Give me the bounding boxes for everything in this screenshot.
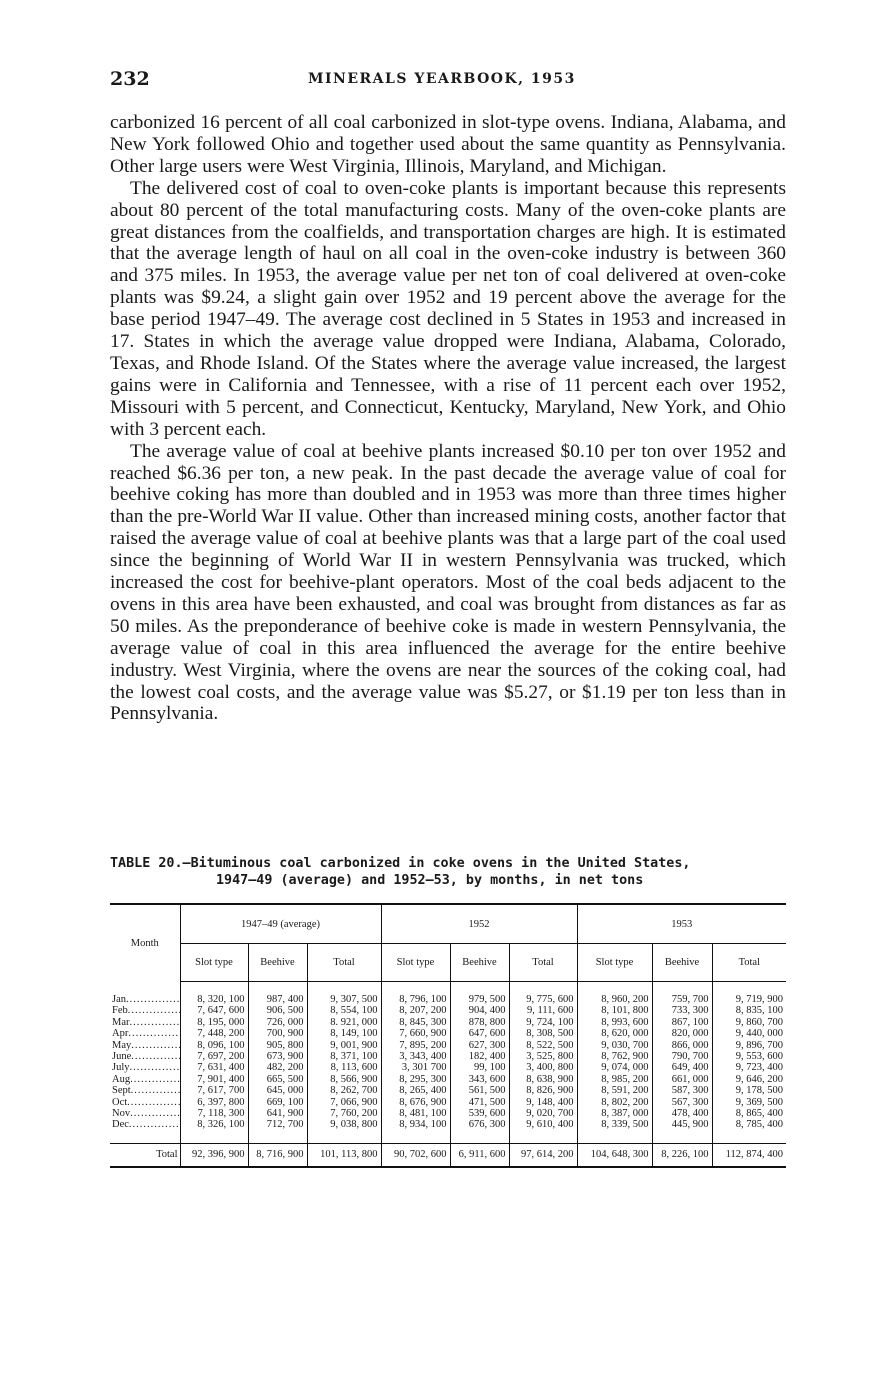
column-header: Slot type — [180, 944, 248, 982]
column-header: Beehive — [652, 944, 712, 982]
month-cell: Oct ..... — [110, 1097, 180, 1108]
value-cell: 641, 900 — [248, 1108, 307, 1119]
column-header: Beehive — [450, 944, 509, 982]
value-cell: 7, 617, 700 — [180, 1085, 248, 1096]
total-cell: 104, 648, 300 — [577, 1143, 652, 1167]
value-cell: 343, 600 — [450, 1074, 509, 1085]
total-cell: 6, 911, 600 — [450, 1143, 509, 1167]
table-row — [110, 1074, 786, 1085]
table-row — [110, 1062, 786, 1073]
paragraph: The delivered cost of coal to oven-coke plants is important because this represents about 80 percent of the total manufacturing costs. Many of the oven-coke plants are great distances from the coalfields, and transportation charges are high. It is estimated that the average length of haul on all coal in the oven-coke industry is between 360 and 375 miles. In 1953, the average value per net ton of coal delivered at oven-coke plants was $9.24, a slight gain over 1952 and 19 percent above the average for the base period 1947–49. The average cost declined in 5 States in 1953 and increased in 17. States in which the average value dropped were Indiana, Alabama, Colorado, Texas, and Rhode Island. Of the States where the average value increased, the largest gains were in California and Tennessee, with a rise of 11 percent each over 1952, Missouri with 5 percent, and Connecticut, Kentucky, Maryland, New York, and Ohio with 3 percent each. — [110, 177, 786, 440]
value-cell: 7, 647, 600 — [180, 1005, 248, 1016]
body-text — [110, 112, 786, 725]
total-cell: 90, 702, 600 — [381, 1143, 450, 1167]
month-cell: June ..... — [110, 1051, 180, 1062]
value-cell: 478, 400 — [652, 1108, 712, 1119]
table-row — [110, 1005, 786, 1016]
value-cell: 8, 387, 000 — [577, 1108, 652, 1119]
month-cell: Nov ..... — [110, 1108, 180, 1119]
value-cell: 9, 074, 000 — [577, 1062, 652, 1073]
value-cell: 8, 826, 900 — [509, 1085, 577, 1096]
value-cell: 9, 723, 400 — [712, 1062, 786, 1073]
value-cell: 8, 207, 200 — [381, 1005, 450, 1016]
value-cell: 7, 660, 900 — [381, 1028, 450, 1039]
value-cell: 8, 096, 100 — [180, 1040, 248, 1051]
table-row — [110, 1085, 786, 1096]
month-cell: July ..... — [110, 1062, 180, 1073]
value-cell: 669, 100 — [248, 1097, 307, 1108]
value-cell: 9, 610, 400 — [509, 1119, 577, 1130]
table-row — [110, 1040, 786, 1051]
value-cell: 9, 178, 500 — [712, 1085, 786, 1096]
total-cell: 92, 396, 900 — [180, 1143, 248, 1167]
value-cell: 673, 900 — [248, 1051, 307, 1062]
value-cell: 3, 301 700 — [381, 1062, 450, 1073]
value-cell: 539, 600 — [450, 1108, 509, 1119]
column-header: Total — [712, 944, 786, 982]
value-cell: 8, 845, 300 — [381, 1017, 450, 1028]
value-cell: 9, 724, 100 — [509, 1017, 577, 1028]
value-cell: 645, 000 — [248, 1085, 307, 1096]
value-cell: 665, 500 — [248, 1074, 307, 1085]
column-header: Beehive — [248, 944, 307, 982]
table-row — [110, 1097, 786, 1108]
value-cell: 7, 448, 200 — [180, 1028, 248, 1039]
value-cell: 878, 800 — [450, 1017, 509, 1028]
value-cell: 8, 308, 500 — [509, 1028, 577, 1039]
value-cell: 7, 901, 400 — [180, 1074, 248, 1085]
total-label: Total — [110, 1143, 180, 1167]
value-cell: 3, 525, 800 — [509, 1051, 577, 1062]
group-header-1953: 1953 — [577, 904, 786, 944]
value-cell: 182, 400 — [450, 1051, 509, 1062]
coal-carbonized-table — [110, 903, 786, 1168]
value-cell: 8, 934, 100 — [381, 1119, 450, 1130]
value-cell: 8, 865, 400 — [712, 1108, 786, 1119]
value-cell: 9, 896, 700 — [712, 1040, 786, 1051]
value-cell: 7, 697, 200 — [180, 1051, 248, 1062]
month-cell: Apr ..... — [110, 1028, 180, 1039]
value-cell: 7, 895, 200 — [381, 1040, 450, 1051]
running-head: MINERALS YEARBOOK, 1953 — [308, 71, 576, 87]
value-cell: 8, 620, 000 — [577, 1028, 652, 1039]
month-cell: Aug ..... — [110, 1074, 180, 1085]
value-cell: 9, 719, 900 — [712, 994, 786, 1005]
value-cell: 8, 326, 100 — [180, 1119, 248, 1130]
value-cell: 8, 554, 100 — [307, 1005, 381, 1016]
value-cell: 9, 030, 700 — [577, 1040, 652, 1051]
value-cell: 8, 591, 200 — [577, 1085, 652, 1096]
column-header: Total — [509, 944, 577, 982]
value-cell: 9, 148, 400 — [509, 1097, 577, 1108]
table-row — [110, 1051, 786, 1062]
value-cell: 9, 369, 500 — [712, 1097, 786, 1108]
total-cell: 8, 226, 100 — [652, 1143, 712, 1167]
value-cell: 8, 960, 200 — [577, 994, 652, 1005]
value-cell: 9, 553, 600 — [712, 1051, 786, 1062]
value-cell: 8, 195, 000 — [180, 1017, 248, 1028]
value-cell: 9, 001, 900 — [307, 1040, 381, 1051]
value-cell: 8, 339, 500 — [577, 1119, 652, 1130]
month-cell: Sept ..... — [110, 1085, 180, 1096]
page-header — [110, 68, 786, 92]
value-cell: 905, 800 — [248, 1040, 307, 1051]
total-cell: 97, 614, 200 — [509, 1143, 577, 1167]
table-row — [110, 1017, 786, 1028]
value-cell: 8, 295, 300 — [381, 1074, 450, 1085]
value-cell: 733, 300 — [652, 1005, 712, 1016]
value-cell: 8, 522, 500 — [509, 1040, 577, 1051]
value-cell: 8, 113, 600 — [307, 1062, 381, 1073]
value-cell: 8, 985, 200 — [577, 1074, 652, 1085]
value-cell: 726, 000 — [248, 1017, 307, 1028]
value-cell: 790, 700 — [652, 1051, 712, 1062]
value-cell: 7, 760, 200 — [307, 1108, 381, 1119]
value-cell: 867, 100 — [652, 1017, 712, 1028]
value-cell: 9, 860, 700 — [712, 1017, 786, 1028]
value-cell: 8, 676, 900 — [381, 1097, 450, 1108]
value-cell: 8, 835, 100 — [712, 1005, 786, 1016]
table-caption-line: TABLE 20.—Bituminous coal carbonized in coke ovens in the United States, — [110, 856, 691, 871]
value-cell: 8, 566, 900 — [307, 1074, 381, 1085]
value-cell: 8. 921, 000 — [307, 1017, 381, 1028]
value-cell: 906, 500 — [248, 1005, 307, 1016]
value-cell: 6, 397, 800 — [180, 1097, 248, 1108]
value-cell: 561, 500 — [450, 1085, 509, 1096]
value-cell: 7, 066, 900 — [307, 1097, 381, 1108]
table-row — [110, 1108, 786, 1119]
column-header: Slot type — [577, 944, 652, 982]
value-cell: 8, 101, 800 — [577, 1005, 652, 1016]
value-cell: 9, 020, 700 — [509, 1108, 577, 1119]
value-cell: 7, 631, 400 — [180, 1062, 248, 1073]
value-cell: 8, 993, 600 — [577, 1017, 652, 1028]
value-cell: 820, 000 — [652, 1028, 712, 1039]
value-cell: 8, 638, 900 — [509, 1074, 577, 1085]
value-cell: 7, 118, 300 — [180, 1108, 248, 1119]
value-cell: 9, 440, 000 — [712, 1028, 786, 1039]
value-cell: 8, 265, 400 — [381, 1085, 450, 1096]
value-cell: 676, 300 — [450, 1119, 509, 1130]
value-cell: 482, 200 — [248, 1062, 307, 1073]
group-header-1947-49: 1947–49 (average) — [180, 904, 381, 944]
value-cell: 8, 785, 400 — [712, 1119, 786, 1130]
value-cell: 9, 307, 500 — [307, 994, 381, 1005]
value-cell: 3, 400, 800 — [509, 1062, 577, 1073]
value-cell: 700, 900 — [248, 1028, 307, 1039]
total-row — [110, 1143, 786, 1167]
month-cell: Feb ..... — [110, 1005, 180, 1016]
value-cell: 712, 700 — [248, 1119, 307, 1130]
value-cell: 979, 500 — [450, 994, 509, 1005]
value-cell: 8, 802, 200 — [577, 1097, 652, 1108]
value-cell: 587, 300 — [652, 1085, 712, 1096]
paragraph: carbonized 16 percent of all coal carbonized in slot-type ovens. Indiana, Alabama, and New York followed Ohio and together used about the same quantity as Pennsylvania. Other large users were West Virginia, Illinois, Maryland, and Michigan. — [110, 112, 786, 177]
value-cell: 9, 038, 800 — [307, 1119, 381, 1130]
value-cell: 445, 900 — [652, 1119, 712, 1130]
total-cell: 112, 874, 400 — [712, 1143, 786, 1167]
value-cell: 8, 481, 100 — [381, 1108, 450, 1119]
table-row — [110, 1028, 786, 1039]
value-cell: 471, 500 — [450, 1097, 509, 1108]
table-caption-line: 1947–49 (average) and 1952–53, by months, in net tons — [216, 873, 644, 888]
month-column-header: Month — [110, 904, 180, 982]
value-cell: 8, 149, 100 — [307, 1028, 381, 1039]
value-cell: 9, 775, 600 — [509, 994, 577, 1005]
value-cell: 647, 600 — [450, 1028, 509, 1039]
table-row — [110, 1119, 786, 1130]
value-cell: 8, 762, 900 — [577, 1051, 652, 1062]
value-cell: 99, 100 — [450, 1062, 509, 1073]
value-cell: 8, 320, 100 — [180, 994, 248, 1005]
group-header-1952: 1952 — [381, 904, 577, 944]
value-cell: 9, 111, 600 — [509, 1005, 577, 1016]
paragraph: The average value of coal at beehive plants increased $0.10 per ton over 1952 and reached $6.36 per ton, a new peak. In the past decade the average value of coal for beehive coking has more than doubled and in 1953 was more than three times higher than the pre-World War II value. Other than increased mining costs, another factor that raised the average value of coal at beehive plants was that a large part of the coal used since the beginning of World War II in western Pennsylvania was trucked, which increased the cost for beehive-plant operators. Most of the coal beds adjacent to the ovens in this area have been exhausted, and coal was brought from distances as far as 50 miles. As the preponderance of beehive coke is made in western Pennsylvania, the average value of coal in this area influenced the average for the entire beehive industry. West Virginia, where the ovens are near the sources of the coking coal, had the lowest coal costs, and the average value was $5.27, or $1.19 per ton less than in Pennsylvania. — [110, 440, 786, 725]
column-header: Total — [307, 944, 381, 982]
total-cell: 8, 716, 900 — [248, 1143, 307, 1167]
table-caption — [110, 855, 786, 889]
value-cell: 627, 300 — [450, 1040, 509, 1051]
value-cell: 904, 400 — [450, 1005, 509, 1016]
value-cell: 8, 796, 100 — [381, 994, 450, 1005]
value-cell: 8, 371, 100 — [307, 1051, 381, 1062]
table-row — [110, 994, 786, 1005]
page-number: 232 — [110, 68, 150, 90]
month-cell: May ..... — [110, 1040, 180, 1051]
month-cell: Dec ..... — [110, 1119, 180, 1130]
total-cell: 101, 113, 800 — [307, 1143, 381, 1167]
value-cell: 8, 262, 700 — [307, 1085, 381, 1096]
value-cell: 567, 300 — [652, 1097, 712, 1108]
value-cell: 649, 400 — [652, 1062, 712, 1073]
value-cell: 866, 000 — [652, 1040, 712, 1051]
value-cell: 987, 400 — [248, 994, 307, 1005]
value-cell: 759, 700 — [652, 994, 712, 1005]
month-cell: Mar ..... — [110, 1017, 180, 1028]
value-cell: 661, 000 — [652, 1074, 712, 1085]
value-cell: 3, 343, 400 — [381, 1051, 450, 1062]
value-cell: 9, 646, 200 — [712, 1074, 786, 1085]
month-cell: Jan ..... — [110, 994, 180, 1005]
column-header: Slot type — [381, 944, 450, 982]
